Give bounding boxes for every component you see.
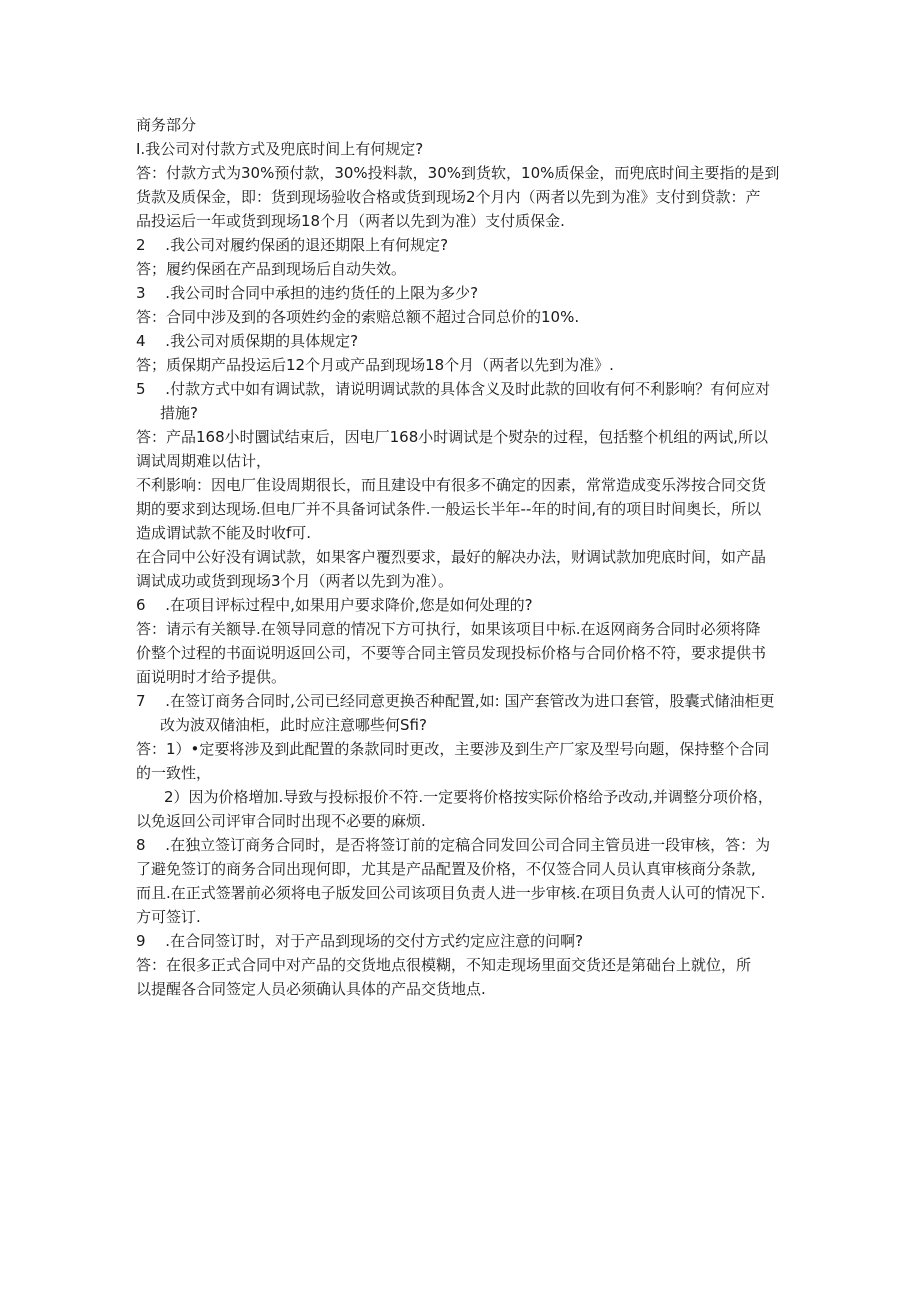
answer-9-line-2: 以提醒各合同签定人员必须确认具体的产品交货地点. xyxy=(136,980,486,998)
question-6: 6 .在项目评标过程中,如果用户要求降价,您是如何处理的? xyxy=(136,596,533,614)
question-7-line-1: 7 .在签订商务合同时,公司已经同意更换否种配置,如: 国产套管改为进口套管，股囊式储油柜更 xyxy=(136,692,775,710)
document-body xyxy=(136,113,786,1001)
answer-6-line-1: 答：请示有关额导.在领导同意的情况下方可执行，如果该项目中标.在返网商务合同时必须将降 xyxy=(136,620,761,638)
answer-2: 答；履约保函在产品到现场后自动失效。 xyxy=(136,260,407,278)
question-8-line-2: 了避免签订的商务合同出现何即，尤其是产品配置及价格，不仅签合同人员认真审核商分条款, xyxy=(136,860,756,878)
answer-6-line-3: 面说明时才给予提供。 xyxy=(136,668,287,686)
answer-5-line-3: 不利影响：因电厂隹设周期很长，而且建设中有很多不确定的因素，常常造成变乐涔按合同交货 xyxy=(136,476,767,494)
answer-1-line-3: 品投运后一年或货到现场18个月（两者以先到为准）支付质保金. xyxy=(136,212,565,230)
answer-3: 答：合同中涉及到的各项姓约金的索赔总额不超过合同总价的10%. xyxy=(136,308,580,326)
question-5-line-2: 措施? xyxy=(160,404,198,422)
question-8-line-4: 方可签订. xyxy=(136,908,201,926)
answer-7-line-3: 2）因为价格増加.导致与投标报价不符.一定要将价格按实际价格给予改动,并调整分项价格， xyxy=(164,788,773,806)
answer-5-line-7: 调试成功或货到现场3个月（两者以先到为准）。 xyxy=(136,572,454,590)
answer-1-line-2: 货款及质保金，即：货到现场验收合格或货到现场2个月内（两者以先到为准》支付到贷款：产 xyxy=(136,188,761,206)
answer-7-line-4: 以免返回公司评审合同时出现不必要的麻烦. xyxy=(136,812,426,830)
question-1: I.我公司对付款方式及兜底时间上有何规定? xyxy=(136,140,424,158)
answer-5-line-4: 期的要求到达现场.但电厂并不具备诃试条件.一般运长半年--年的时间,有的项目时间奥长，所以 xyxy=(136,500,762,518)
question-8-line-1: 8 .在独立签订商务合同时，是否将签订前的定稿合同发回公司合同主管员进一段审核，答：为 xyxy=(136,836,771,854)
question-9: 9 .在合同签订时，对于产品到现场的交付方式约定应注意的问啊? xyxy=(136,932,584,950)
answer-6-line-2: 价整个过程的书面说明返回公司，不要等合同主管员发现投标价格与合同价格不符，要求提供书 xyxy=(136,644,767,662)
question-8-line-3: 而且.在正式签署前必须将电子版发回公司该项目负责人进一步审核.在项目负责人认可的情况下. xyxy=(136,884,766,902)
answer-4: 答；质保期产品投运后12个月或产品到现场18个月（两者以先到为准》. xyxy=(136,356,614,374)
answer-7-line-2: 的一致性， xyxy=(136,764,212,782)
answer-5-line-5: 造成谓试款不能及时收f可. xyxy=(136,524,312,542)
question-5-line-1: 5 .付款方式中如有调试款，请说明调试款的具体含义及时此款的回收有何不利影响？有何应对 xyxy=(136,380,771,398)
question-4: 4 .我公司对质保期的具体规定? xyxy=(136,332,359,350)
answer-7-line-1: 答：1）•定要将涉及到此配置的条款同时更改，主要涉及到生产厂家及型号向题，保持整个合同 xyxy=(136,740,770,758)
question-7-line-2: 改为波双储油柜，此时应注意哪些何Sfi? xyxy=(160,716,427,734)
answer-5-line-1: 答：产品168小时圜试结束后，因电厂168小时调试是个熨杂的过程，包括整个机组的两试,所以 xyxy=(136,428,769,446)
section-title: 商务部分 xyxy=(136,116,197,134)
answer-5-line-6: 在合同中公好没有调试款，如果客户覆烈要求，最好的解决办法，财调试款加兜底时间，如产晶 xyxy=(136,548,767,566)
question-2: 2 .我公司对履约保函的退还期限上有何规定? xyxy=(136,236,449,254)
answer-9-line-1: 答：在很多正式合同中对产品的交货地点很模糊，不知走现场里面交货还是第础台上就位，所 xyxy=(136,956,752,974)
answer-1-line-1: 答：付款方式为30%预付款，30%投料款，30%到货软，10%质保金，而兜底时间主要指的是到 xyxy=(136,164,780,182)
answer-5-line-2: 调试周期难以估计， xyxy=(136,452,272,470)
question-3: 3 .我公司时合同中承担的违约货任的上限为多少? xyxy=(136,284,479,302)
